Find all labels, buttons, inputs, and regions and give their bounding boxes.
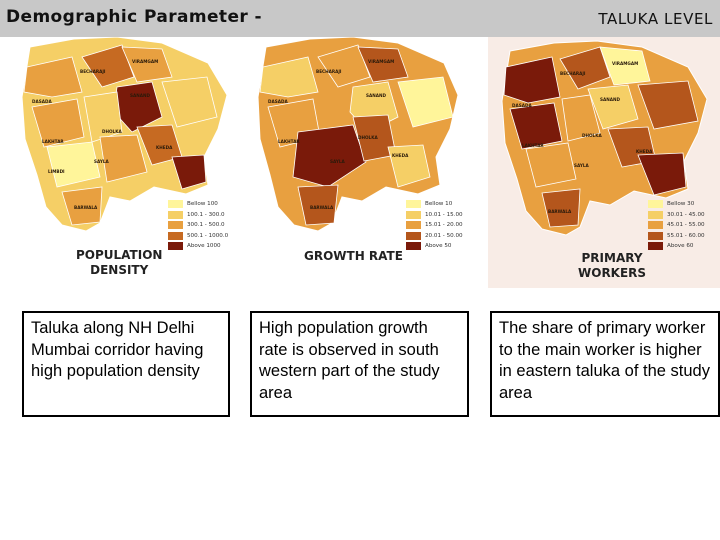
legend-label: 300.1 - 500.0 bbox=[187, 222, 225, 229]
legend-label: 55.01 - 60.00 bbox=[667, 232, 705, 239]
svg-text:DASADA: DASADA bbox=[32, 99, 52, 104]
svg-text:DHOLKA: DHOLKA bbox=[582, 133, 602, 138]
legend-item bbox=[168, 210, 228, 221]
svg-text:SANAND: SANAND bbox=[366, 93, 386, 98]
legend-label: 500.1 - 1000.0 bbox=[187, 232, 229, 239]
title-bar bbox=[0, 0, 720, 37]
legend-item bbox=[648, 231, 705, 242]
svg-text:KHEDA: KHEDA bbox=[392, 153, 409, 158]
legend-item bbox=[406, 241, 463, 252]
map-title-line: DENSITY bbox=[90, 263, 149, 277]
legend-label: Above 60 bbox=[667, 243, 694, 250]
svg-text:SAYLA: SAYLA bbox=[94, 159, 109, 164]
legend-label: 45.01 - 55.00 bbox=[667, 222, 705, 229]
map-title-line: POPULATION bbox=[76, 248, 163, 262]
growth-rate-caption: High population growth rate is observed in south western part of the study area bbox=[250, 311, 469, 417]
svg-text:DASADA: DASADA bbox=[512, 103, 532, 108]
legend-item bbox=[648, 241, 705, 252]
growth-rate-map-panel bbox=[258, 37, 480, 288]
growth-rate-map-title bbox=[304, 249, 403, 264]
map-title-line: WORKERS bbox=[578, 266, 647, 280]
legend-label: 30.01 - 45.00 bbox=[667, 211, 705, 218]
svg-text:LAKHTAR: LAKHTAR bbox=[278, 139, 300, 144]
svg-text:SANAND: SANAND bbox=[600, 97, 620, 102]
legend-item bbox=[406, 199, 463, 210]
map-title-line: PRIMARY bbox=[581, 251, 643, 265]
legend-item bbox=[648, 210, 705, 221]
legend-item bbox=[648, 199, 705, 210]
svg-text:KHEDA: KHEDA bbox=[636, 149, 653, 154]
svg-text:DHOLKA: DHOLKA bbox=[102, 129, 122, 134]
population-density-map-panel bbox=[22, 37, 250, 288]
svg-text:LAKHTAR: LAKHTAR bbox=[42, 139, 64, 144]
primary-workers-map-title bbox=[578, 251, 646, 281]
primary-workers-legend bbox=[648, 199, 705, 252]
svg-text:LAKHTAR: LAKHTAR bbox=[522, 143, 544, 148]
taluka-level-label: TALUKA LEVEL bbox=[598, 10, 713, 28]
svg-text:KHEDA: KHEDA bbox=[156, 145, 173, 150]
svg-text:SANAND: SANAND bbox=[130, 93, 150, 98]
svg-text:VIRAMGAM: VIRAMGAM bbox=[368, 59, 395, 64]
svg-text:LIMBDI: LIMBDI bbox=[48, 169, 65, 174]
legend-item bbox=[406, 220, 463, 231]
svg-text:DASADA: DASADA bbox=[268, 99, 288, 104]
svg-text:BARWALA: BARWALA bbox=[548, 209, 572, 214]
legend-item bbox=[648, 220, 705, 231]
growth-rate-legend bbox=[406, 199, 463, 252]
legend-item bbox=[168, 241, 228, 252]
svg-text:VIRAMGAM: VIRAMGAM bbox=[612, 61, 639, 66]
primary-workers-map-panel bbox=[488, 37, 720, 288]
map-title-line: GROWTH RATE bbox=[304, 249, 403, 263]
legend-item bbox=[168, 231, 228, 242]
svg-text:BARWALA: BARWALA bbox=[74, 205, 98, 210]
svg-text:BECHARAJI: BECHARAJI bbox=[560, 71, 586, 76]
legend-item bbox=[406, 210, 463, 221]
svg-text:SAYLA: SAYLA bbox=[330, 159, 345, 164]
svg-text:BECHARAJI: BECHARAJI bbox=[316, 69, 342, 74]
legend-item bbox=[406, 231, 463, 242]
legend-label: 100.1 - 300.0 bbox=[187, 211, 225, 218]
legend-label: 20.01 - 50.00 bbox=[425, 232, 463, 239]
legend-label: 10.01 - 15.00 bbox=[425, 211, 463, 218]
svg-text:VIRAMGAM: VIRAMGAM bbox=[132, 59, 159, 64]
legend-label: Bellow 100 bbox=[187, 201, 218, 208]
legend-label: Above 50 bbox=[425, 243, 452, 250]
legend-label: Bellow 30 bbox=[667, 201, 695, 208]
legend-item bbox=[168, 220, 228, 231]
population-density-map-title bbox=[76, 248, 162, 278]
svg-text:DHOLKA: DHOLKA bbox=[358, 135, 378, 140]
legend-label: Bellow 10 bbox=[425, 201, 453, 208]
svg-text:BARWALA: BARWALA bbox=[310, 205, 334, 210]
slide-title: Demographic Parameter - bbox=[6, 7, 262, 27]
population-density-caption: Taluka along NH Delhi Mumbai corridor having high population density bbox=[22, 311, 230, 417]
svg-text:BECHARAJI: BECHARAJI bbox=[80, 69, 106, 74]
legend-item bbox=[168, 199, 228, 210]
legend-label: 15.01 - 20.00 bbox=[425, 222, 463, 229]
primary-workers-caption: The share of primary worker to the main worker is higher in eastern taluka of the study area bbox=[490, 311, 720, 417]
legend-label: Above 1000 bbox=[187, 243, 221, 250]
population-density-legend bbox=[168, 199, 228, 252]
svg-text:SAYLA: SAYLA bbox=[574, 163, 589, 168]
